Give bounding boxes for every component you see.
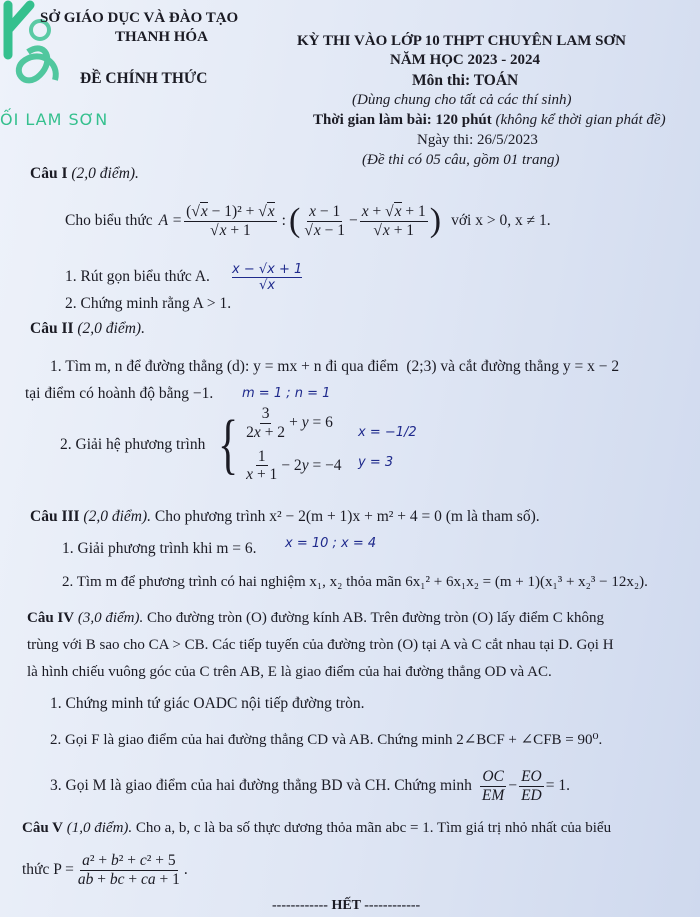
page-note: (Đề thi có 05 câu, gồm 01 trang)	[362, 152, 560, 168]
q5-expression: thức P = $\frac{\text{a² + b² + c² + 5}}{ab + bc + ca + 1}$ .	[22, 852, 188, 888]
q4-item1: 1. Chứng minh tứ giác OADC nội tiếp đường tròn.	[50, 695, 365, 712]
subject: Môn thi: TOÁN	[412, 72, 519, 89]
exam-title: KỲ THI VÀO LỚP 10 THPT CHUYÊN LAM SƠN	[297, 33, 626, 49]
q2-item1-line1: 1. Tìm m, n để đường thẳng (d): y = mx + n đi qua điểm (2;3) và cắt đường thẳng y = x − 2	[50, 358, 620, 375]
q2-item1-line2: tại điểm có hoành độ bằng −1.	[25, 385, 214, 402]
q4-item2: 2. Gọi F là giao điểm của hai đường thẳng CD và AB. Chứng minh 2∠BCF + ∠CFB = 90⁰.	[50, 732, 603, 748]
q5-stmt: Câu V (1,0 điểm). Cho a, b, c là ba số thực dương thỏa mãn abc = 1. Tìm giá trị nhỏ nhất của biểu	[22, 820, 612, 836]
q4-item3: 3. Gọi M là giao điểm của hai đường thẳng BD và CH. Chứng minh $\frac{OC}{EM}$ − $\frac{EO}{ED}$ = 1.	[50, 768, 570, 804]
q4-stmt1: Câu IV (3,0 điểm). Cho đường tròn (O) đường kính AB. Trên đường tròn (O) lấy điểm C không	[27, 610, 604, 626]
province-name: THANH HÓA	[115, 29, 208, 45]
q2-handwritten-mn: m = 1 ; n = 1	[242, 386, 331, 401]
q4-stmt2: trùng với B sao cho CA > CB. Các tiếp tuyến của đường tròn (O) tại A và C cắt nhau tại D. Gọi H	[27, 637, 614, 653]
school-year: NĂM HỌC 2023 - 2024	[390, 52, 540, 68]
official-label: ĐỀ CHÍNH THỨC	[80, 70, 208, 87]
q1-handwritten-answer: x − √x + 1 √x	[232, 262, 303, 293]
end-marker: ------------ HẾT ------------	[272, 898, 421, 913]
q2-system: { $\frac{3}{2x + 2}$ + y = 6 $\frac{1}{x + 1}$ − 2y = −4	[218, 405, 342, 484]
q2-item2: 2. Giải hệ phương trình	[60, 436, 206, 453]
q1-expression: Cho biểu thức A = $\frac{\text{(√x − 1)² + √x}}{√x + 1}$ : ( $\frac{x - 1}{√x - 1}$ − $\frac{x + √x + 1}{√x + 1}$ ) với x > 0, x ≠ 1.	[65, 202, 551, 240]
q1-item1: 1. Rút gọn biểu thức A.	[65, 268, 210, 285]
q3-item1: 1. Giải phương trình khi m = 6.	[62, 540, 257, 557]
q1-heading: Câu I (2,0 điểm).	[30, 165, 139, 182]
audience-note: (Dùng chung cho tất cả các thí sinh)	[352, 92, 572, 108]
dept-name: SỞ GIÁO DỤC VÀ ĐÀO TẠO	[40, 10, 239, 26]
exam-date: Ngày thi: 26/5/2023	[417, 132, 538, 148]
q2-heading: Câu II (2,0 điểm).	[30, 320, 145, 337]
time-line: Thời gian làm bài: 120 phút (không kể thời gian phát đề)	[313, 112, 666, 128]
q3-heading-line: Câu III (2,0 điểm). Cho phương trình x² − 2(m + 1)x + m² + 4 = 0 (m là tham số).	[30, 508, 540, 525]
q1-item2: 2. Chứng minh rằng A > 1.	[65, 295, 232, 312]
q3-handwritten-answer: x = 10 ; x = 4	[285, 536, 377, 551]
q3-item2: 2. Tìm m để phương trình có hai nghiệm x₁, x₂ thỏa mãn 6x₁² + 6x₁x₂ = (m + 1)(x₁³ + x₂³ − 12x₂).	[62, 574, 648, 590]
q2-handwritten-y: y = 3	[358, 455, 394, 470]
q2-handwritten-x: x = −1/2	[358, 425, 417, 440]
q4-stmt3: là hình chiếu vuông góc của C trên AB, E là giao điểm của hai đường thẳng OD và AC.	[27, 664, 552, 680]
brand-watermark: ỐI LAM SƠN	[0, 110, 109, 129]
